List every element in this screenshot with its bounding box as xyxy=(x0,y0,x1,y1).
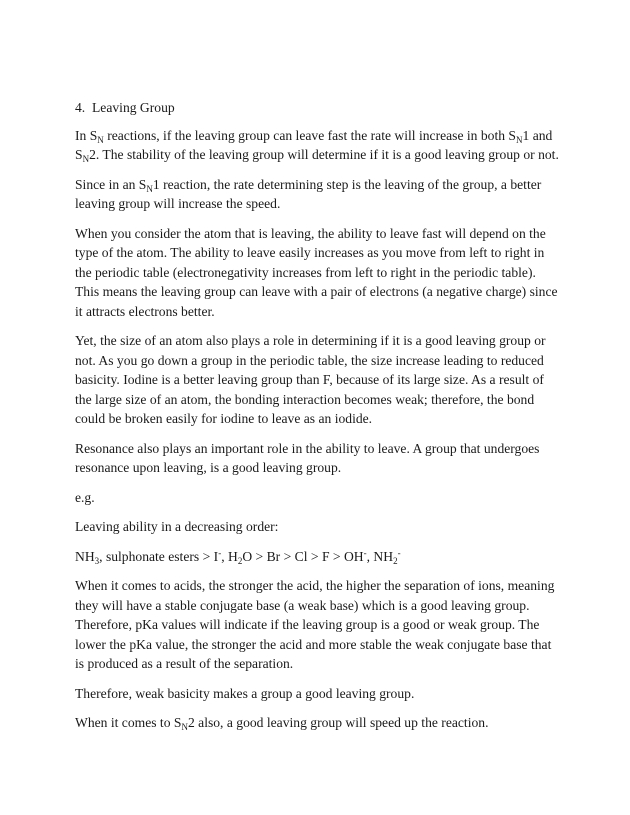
text-run: , sulphonate esters > I xyxy=(99,548,219,564)
text-run: 1 reaction, the rate determining step is the leaving of the group, a better leaving group will increase the speed. xyxy=(75,176,542,211)
subscript: N xyxy=(516,134,523,145)
subscript: 2 xyxy=(393,555,398,566)
paragraph-example: e.g. xyxy=(75,489,95,505)
text-run: 2 also, a good leaving group will speed up the reaction. xyxy=(187,715,489,730)
text-run: O > Br > Cl > F > OH xyxy=(242,548,364,564)
paragraph-electronegativity: When you consider the atom that is leaving, the ability to leave fast will depend on the type of the atom. The ability to leave easily increases as you move from left to right in the periodic table (electronegativity increases from left to right in the periodic table). This means the leaving group can leave with a pair of electrons (a negative charge) since it attracts electrons better. xyxy=(75,225,558,319)
subscript: N xyxy=(146,183,153,194)
superscript: - xyxy=(363,547,367,558)
subscript: N xyxy=(181,722,188,732)
superscript: - xyxy=(397,547,401,558)
document-body xyxy=(75,98,560,743)
text-run: 2. The stability of the leaving group will determine if it is a good leaving group or not. xyxy=(89,147,559,162)
paragraph-sn2 xyxy=(75,713,560,733)
text-run: reactions, if the leaving group can leave fast the rate will increase in both S xyxy=(103,127,516,143)
paragraph-sn1-rate xyxy=(75,175,560,214)
section-heading xyxy=(75,98,560,118)
text-run: NH xyxy=(75,548,95,564)
paragraph-order-label: Leaving ability in a decreasing order: xyxy=(75,519,279,534)
text-run: , H xyxy=(221,548,238,564)
superscript: - xyxy=(218,547,222,558)
subscript: N xyxy=(97,134,104,145)
section-number: 4. xyxy=(75,100,86,115)
text-run: When it comes to S xyxy=(75,715,182,730)
subscript: 2 xyxy=(237,555,243,566)
section-title: Leaving Group xyxy=(92,100,175,115)
subscript: 3 xyxy=(94,555,100,566)
paragraph-atom-size: Yet, the size of an atom also plays a role in determining if it is a good leaving group or not. As you go down a group in the periodic table, the size increase leading to reduced basicity. Iodine is a better leaving group than F, because of its large size. As a result of the large size of an atom, the bonding interaction becomes weak; therefore, the bond could be broken easily for iodine to leave as an iodide. xyxy=(75,333,546,426)
paragraph-acids-pka: When it comes to acids, the stronger the acid, the higher the separation of ions, meaning they will have a stable conjugate base (a weak base) which is a good leaving group. Therefore, pKa values will indicate if the leaving group is a good or weak group. The lower the pKa value, the stronger the acid and more stable the weak conjugate base that is produced as a result of the separation. xyxy=(75,578,555,671)
text-run: 1 and S xyxy=(75,127,553,162)
text-run: Since in an S xyxy=(75,176,147,192)
text-run: In S xyxy=(75,127,98,143)
text-run: , NH xyxy=(366,548,394,564)
paragraph-sn-reactions xyxy=(75,126,560,165)
leaving-ability-series xyxy=(75,547,560,567)
paragraph-resonance: Resonance also plays an important role in the ability to leave. A group that undergoes resonance upon leaving, is a good leaving group. xyxy=(75,440,540,475)
subscript: N xyxy=(82,154,90,164)
paragraph-weak-basicity: Therefore, weak basicity makes a group a good leaving group. xyxy=(75,685,415,701)
